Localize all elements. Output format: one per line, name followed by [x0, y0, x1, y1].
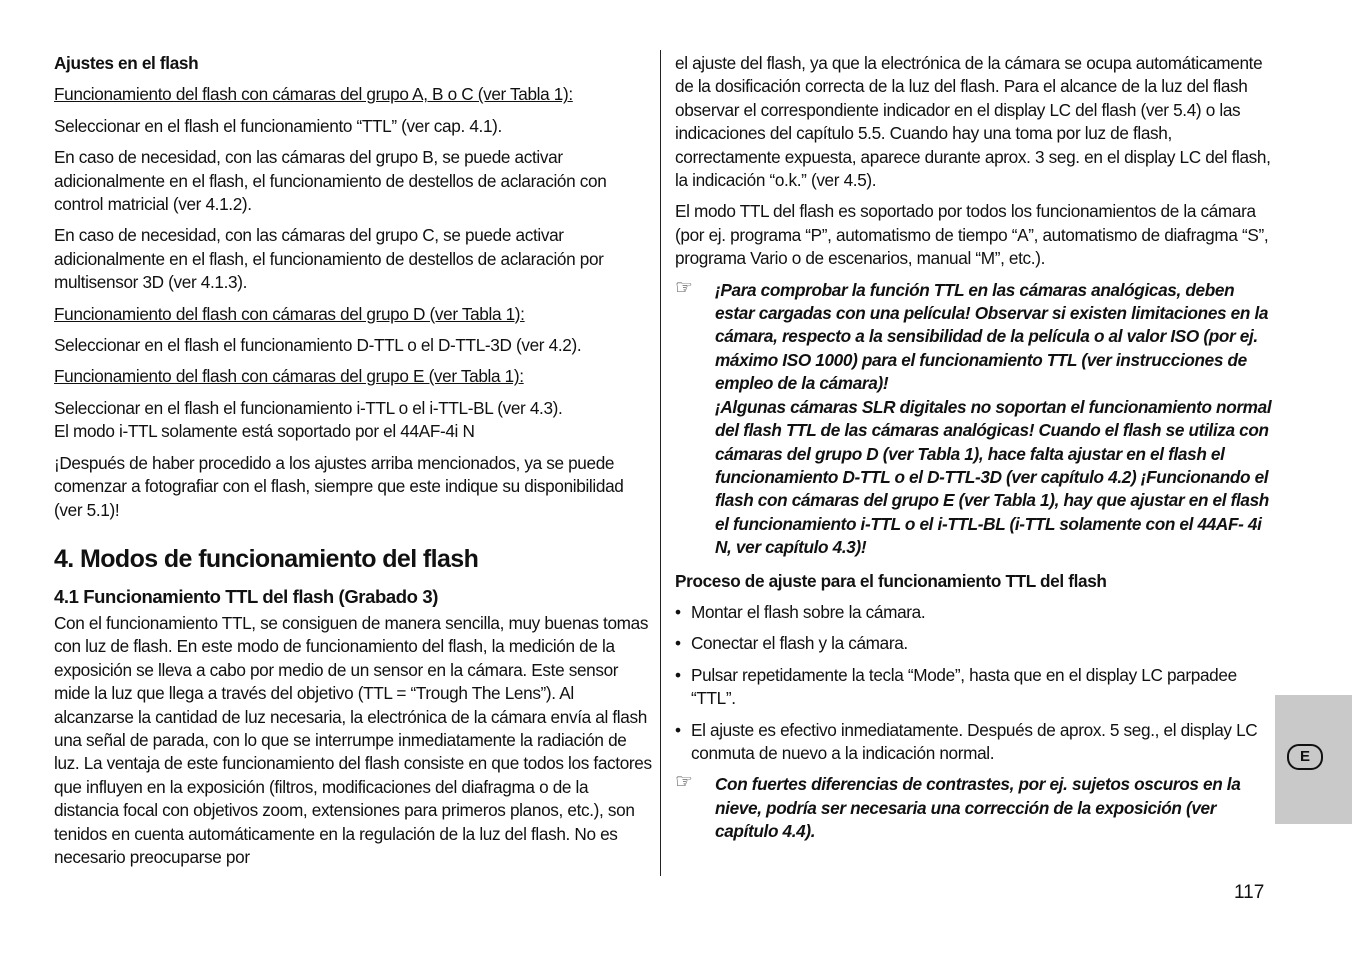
pointing-hand-icon: ☞	[675, 276, 693, 299]
modes-text: El modo TTL del flash es soportado por todos los funcionamientos de la cámara (por ej. programa “P”, automatismo de tiempo “A”, automatismo de diafragma “S”, programa Vario o de escenarios, manual “M”, etc.).	[675, 201, 1269, 269]
note-1a: ¡Para comprobar la función TTL en las cámaras analógicas, deben estar cargadas con una película! Observar si existen limitaciones en la cámara, respecto a la sensibilidad de la película o al valor ISO (por ej. máximo ISO 1000) para el funcionamiento TTL (ver instrucciones de empleo de la cámara)!	[715, 279, 1269, 394]
subsection-title: 4.1 Funcionamiento TTL del flash (Grabado 3)	[54, 585, 438, 607]
bullet-icon: •	[675, 633, 681, 654]
note-1b: ¡Algunas cámaras SLR digitales no soportan el funcionamiento normal del flash TTL de las cámaras analógicas! Cuando el flash se utiliza con cámaras del grupo D (ver Tabla 1), hace falta ajustar en el flash el funcionamiento D-TTL o el D-TTL-3D (ver capítulo 4.2) ¡Funcionando el flash con cámaras del grupo E (ver Tabla 1), hay que ajustar en el flash el funcionamiento i-TTL o el i-TTL-BL (i-TTL solamente con el 44AF- 4i N, ver capítulo 4.3)!	[715, 396, 1272, 558]
note-2: Con fuertes diferencias de contrastes, por ej. sujetos oscuros en la nieve, podría ser necesaria una corrección de la exposición (ver capítulo 4.4).	[715, 774, 1241, 842]
group-e-text-2: El modo i-TTL solamente está soportado por el 44AF-4i N	[54, 421, 475, 442]
bullet-icon: •	[675, 719, 681, 740]
list-item-text: Conectar el flash y la cámara.	[691, 633, 908, 654]
group-d-text: Seleccionar en el flash el funcionamiento D-TTL o el D-TTL-3D (ver 4.2).	[54, 335, 582, 356]
group-abc-heading: Funcionamiento del flash con cámaras del grupo A, B o C (ver Tabla 1):	[54, 84, 573, 105]
list-item-text: Montar el flash sobre la cámara.	[691, 601, 926, 622]
list-item	[675, 601, 1275, 624]
language-tab	[1275, 695, 1352, 824]
right-column	[675, 52, 1275, 854]
settings-heading: Ajustes en el flash	[54, 53, 199, 73]
section-title: 4. Modos de funcionamiento del flash	[54, 544, 479, 573]
pointing-hand-icon: ☞	[675, 771, 693, 794]
note-ttl-check	[675, 276, 1275, 560]
list-item-text: Pulsar repetidamente la tecla “Mode”, hasta que en el display LC parpadee “TTL”.	[691, 664, 1237, 709]
group-abc-text: Seleccionar en el flash el funcionamiento “TTL” (ver cap. 4.1).	[54, 115, 502, 136]
language-tab-label: E	[1287, 744, 1323, 770]
page-number: 117	[1234, 882, 1265, 903]
bullet-icon: •	[675, 601, 681, 622]
ttl-text: Con el funcionamiento TTL, se consiguen de manera sencilla, muy buenas tomas con luz de flash. En este modo de funcionamiento del flash, la medición de la exposición se lleva a cabo por medio de un sensor en la cámara. Este sensor mide la luz que llega a través del objetivo (TTL = “Trough The Lens”). Al alcanzarse la cantidad de luz necesaria, la electrónica de la cámara envía al flash una señal de parada, con lo que se interrumpe inmediatamente la radiación de luz. La ventaja de este funcionamiento del flash consiste en que todos los factores que influyen en la exposición (filtros, modificaciones del diafragma o de la distancia focal con objetivos zoom, extensiones para primeros planos, etc.), son tenidos en cuenta automáticamente en la regulación de la luz del flash. No es necesario preocuparse por	[54, 612, 652, 867]
after-settings-text: ¡Después de haber procedido a los ajustes arriba mencionados, ya se puede comenzar a fotografiar con el flash, siempre que este indique su disponibilidad (ver 5.1)!	[54, 452, 624, 520]
column-divider	[660, 50, 661, 876]
list-item	[675, 719, 1275, 766]
continuation-text: el ajuste del flash, ya que la electrónica de la cámara se ocupa automáticamente de la dosificación correcta de la luz del flash. Para el alcance de la luz del flash observar el correspondiente indicador en el display LC del flash (ver 5.4) o las indicaciones del capítulo 5.5. Cuando hay una toma por luz de flash, correctamente expuesta, aparece durante aprox. 3 seg. en el display LC del flash, la indicación “o.k.” (ver 4.5).	[675, 53, 1271, 191]
note-contrast	[675, 773, 1275, 843]
group-e-text-1: Seleccionar en el flash el funcionamiento i-TTL o el i-TTL-BL (ver 4.3).	[54, 397, 563, 418]
procedure-heading: Proceso de ajuste para el funcionamiento TTL del flash	[675, 570, 1107, 591]
group-b-text: En caso de necesidad, con las cámaras del grupo B, se puede activar adicionalmente en el flash, el funcionamiento de destellos de aclaración con control matricial (ver 4.1.2).	[54, 147, 607, 215]
group-c-text: En caso de necesidad, con las cámaras del grupo C, se puede activar adicionalmente en el flash, el funcionamiento de destellos de aclaración por multisensor 3D (ver 4.1.3).	[54, 225, 604, 293]
bullet-icon: •	[675, 664, 681, 685]
group-d-heading: Funcionamiento del flash con cámaras del grupo D (ver Tabla 1):	[54, 303, 525, 324]
list-item-text: El ajuste es efectivo inmediatamente. Después de aprox. 5 seg., el display LC conmuta de nuevo a la indicación normal.	[691, 719, 1258, 763]
list-item	[675, 664, 1275, 711]
left-column	[54, 52, 654, 877]
group-e-heading: Funcionamiento del flash con cámaras del grupo E (ver Tabla 1):	[54, 366, 524, 387]
list-item	[675, 632, 1275, 655]
